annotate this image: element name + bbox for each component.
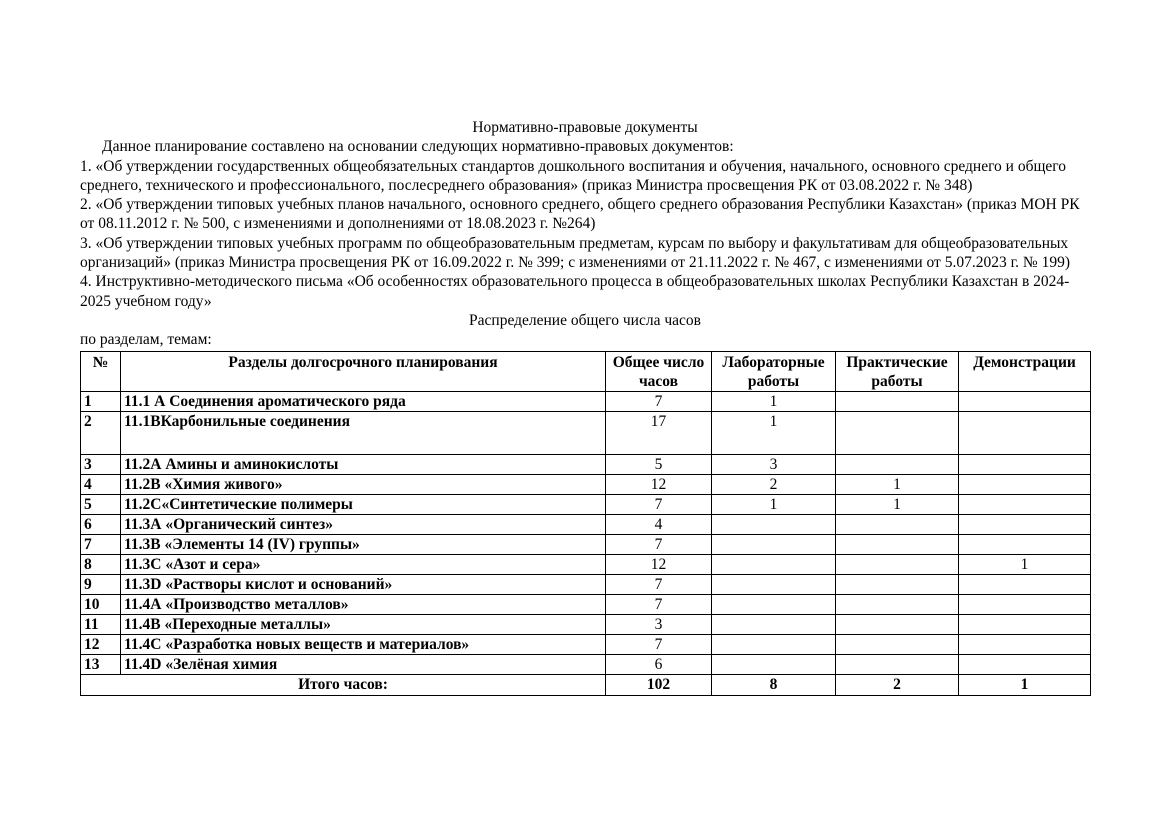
cell-row-number: 2 <box>81 411 121 454</box>
cell-lab-works <box>712 514 836 534</box>
table-row <box>81 654 1091 674</box>
cell-section-title: 11.3С «Азот и сера» <box>121 554 606 574</box>
cell-row-number: 5 <box>81 494 121 514</box>
cell-practical-works <box>836 411 959 454</box>
cell-demonstrations <box>959 474 1091 494</box>
cell-demonstrations <box>959 391 1091 411</box>
cell-lab-works <box>712 534 836 554</box>
header-total-hours: Общее число часов <box>606 351 712 391</box>
cell-section-title: 11.4В «Переходные металлы» <box>121 614 606 634</box>
cell-lab-works: 1 <box>712 411 836 454</box>
cell-practical-works: 1 <box>836 474 959 494</box>
cell-demonstrations <box>959 454 1091 474</box>
cell-lab-works: 1 <box>712 494 836 514</box>
cell-section-title: 11.4С «Разработка новых веществ и материалов» <box>121 634 606 654</box>
table-row <box>81 574 1091 594</box>
cell-lab-works: 2 <box>712 474 836 494</box>
header-demonstrations: Демонстрации <box>959 351 1091 391</box>
cell-demonstrations <box>959 614 1091 634</box>
cell-total-hours: 7 <box>606 594 712 614</box>
cell-lab-works <box>712 614 836 634</box>
header-practical-works: Практические работы <box>836 351 959 391</box>
section-subheading: по разделам, темам: <box>80 331 212 349</box>
cell-total-hours: 7 <box>606 574 712 594</box>
cell-section-title: 11.3В «Элементы 14 (IV) группы» <box>121 534 606 554</box>
table-row <box>81 594 1091 614</box>
table-row <box>81 454 1091 474</box>
cell-row-number: 6 <box>81 514 121 534</box>
cell-section-title: 11.2С«Синтетические полимеры <box>121 494 606 514</box>
cell-lab-works <box>712 574 836 594</box>
cell-demonstrations: 1 <box>959 554 1091 574</box>
header-number: № <box>81 351 121 391</box>
cell-demonstrations <box>959 534 1091 554</box>
numbered-paragraph-4: 4. Инструктивно-методического письма «Об особенностях образовательного процесса в общеобразовательных школах Республики Казахстан в 2024-2025 учебном году» <box>80 273 1070 310</box>
cell-practical-works <box>836 614 959 634</box>
header-sections: Разделы долгосрочного планирования <box>121 351 606 391</box>
cell-total-hours: 12 <box>606 554 712 574</box>
cell-lab-works <box>712 654 836 674</box>
cell-total-hours: 7 <box>606 534 712 554</box>
cell-section-title: 11.1 А Соединения ароматического ряда <box>121 391 606 411</box>
cell-practical-works <box>836 391 959 411</box>
cell-demonstrations <box>959 411 1091 454</box>
table-row <box>81 494 1091 514</box>
table-row <box>81 614 1091 634</box>
cell-row-number: 10 <box>81 594 121 614</box>
cell-total-hours: 3 <box>606 614 712 634</box>
cell-row-number: 9 <box>81 574 121 594</box>
cell-row-number: 1 <box>81 391 121 411</box>
cell-lab-works: 1 <box>712 391 836 411</box>
cell-practical-works <box>836 634 959 654</box>
numbered-paragraph-3: 3. «Об утверждении типовых учебных программ по общеобразовательным предметам, курсам по выбору и факультативам для общеобразовательных организаций» (приказ Министра просвещения РК от 16.09.2022 г. № 399; с изменениями от 21.11.2022 г. № 467, с изменениями от 5.07.2023 г. № 199) <box>80 234 1071 272</box>
cell-row-number: 11 <box>81 614 121 634</box>
cell-practical-works <box>836 534 959 554</box>
cell-demonstrations <box>959 594 1091 614</box>
cell-section-title: 11.3D «Растворы кислот и оснований» <box>121 574 606 594</box>
cell-lab-works: 3 <box>712 454 836 474</box>
cell-demonstrations <box>959 634 1091 654</box>
cell-row-number: 3 <box>81 454 121 474</box>
cell-practical-works <box>836 654 959 674</box>
cell-practical-works: 1 <box>836 494 959 514</box>
total-lab-value: 8 <box>712 674 836 695</box>
cell-practical-works <box>836 554 959 574</box>
cell-total-hours: 6 <box>606 654 712 674</box>
cell-total-hours: 12 <box>606 474 712 494</box>
cell-total-hours: 7 <box>606 494 712 514</box>
total-row <box>81 674 1091 695</box>
total-label: Итого часов: <box>81 674 606 695</box>
header-lab-works: Лабораторные работы <box>712 351 836 391</box>
cell-practical-works <box>836 514 959 534</box>
document-content <box>80 118 1090 696</box>
cell-total-hours: 7 <box>606 634 712 654</box>
cell-row-number: 12 <box>81 634 121 654</box>
cell-demonstrations <box>959 574 1091 594</box>
cell-row-number: 7 <box>81 534 121 554</box>
intro-paragraph: Данное планирование составлено на основании следующих нормативно-правовых документов: <box>102 138 734 156</box>
table-row <box>81 474 1091 494</box>
cell-demonstrations <box>959 514 1091 534</box>
table-body <box>81 391 1091 674</box>
cell-practical-works <box>836 574 959 594</box>
total-hours-value: 102 <box>606 674 712 695</box>
table-row <box>81 534 1091 554</box>
hours-distribution-table <box>80 351 1091 696</box>
cell-section-title: 11.3А «Органический синтез» <box>121 514 606 534</box>
cell-section-title: 11.1ВКарбонильные соединения <box>121 411 606 454</box>
cell-total-hours: 7 <box>606 391 712 411</box>
total-practical-value: 2 <box>836 674 959 695</box>
page-title: Нормативно-правовые документы <box>472 119 698 136</box>
cell-practical-works <box>836 454 959 474</box>
cell-row-number: 13 <box>81 654 121 674</box>
numbered-paragraph-1: 1. «Об утверждении государственных общеобязательных стандартов дошкольного воспитания и обучения, начального, основного среднего и общего среднего, технического и профессионального, послесреднего образования» (приказ Министра просвещения РК от 03.08.2022 г. № 348) <box>80 157 1067 194</box>
cell-total-hours: 17 <box>606 411 712 454</box>
table-header-row <box>81 351 1091 391</box>
section-heading: Распределение общего числа часов <box>469 311 701 329</box>
cell-section-title: 11.4А «Производство металлов» <box>121 594 606 614</box>
cell-section-title: 11.2В «Химия живого» <box>121 474 606 494</box>
cell-section-title: 11.2А Амины и аминокислоты <box>121 454 606 474</box>
cell-lab-works <box>712 554 836 574</box>
cell-row-number: 8 <box>81 554 121 574</box>
cell-demonstrations <box>959 494 1091 514</box>
cell-total-hours: 4 <box>606 514 712 534</box>
numbered-paragraph-2: 2. «Об утверждении типовых учебных планов начального, основного среднего, общего среднего образования Республики Казахстан» (приказ МОН РК от 08.11.2012 г. № 500, с изменениями и дополнениями от 18.08.2023 г. №264) <box>80 196 1080 233</box>
cell-section-title: 11.4D «Зелёная химия <box>121 654 606 674</box>
cell-practical-works <box>836 594 959 614</box>
cell-row-number: 4 <box>81 474 121 494</box>
total-demo-value: 1 <box>959 674 1091 695</box>
table-row <box>81 554 1091 574</box>
cell-lab-works <box>712 634 836 654</box>
table-row <box>81 514 1091 534</box>
table-row <box>81 391 1091 411</box>
table-row <box>81 411 1091 454</box>
table-row <box>81 634 1091 654</box>
cell-demonstrations <box>959 654 1091 674</box>
cell-lab-works <box>712 594 836 614</box>
cell-total-hours: 5 <box>606 454 712 474</box>
